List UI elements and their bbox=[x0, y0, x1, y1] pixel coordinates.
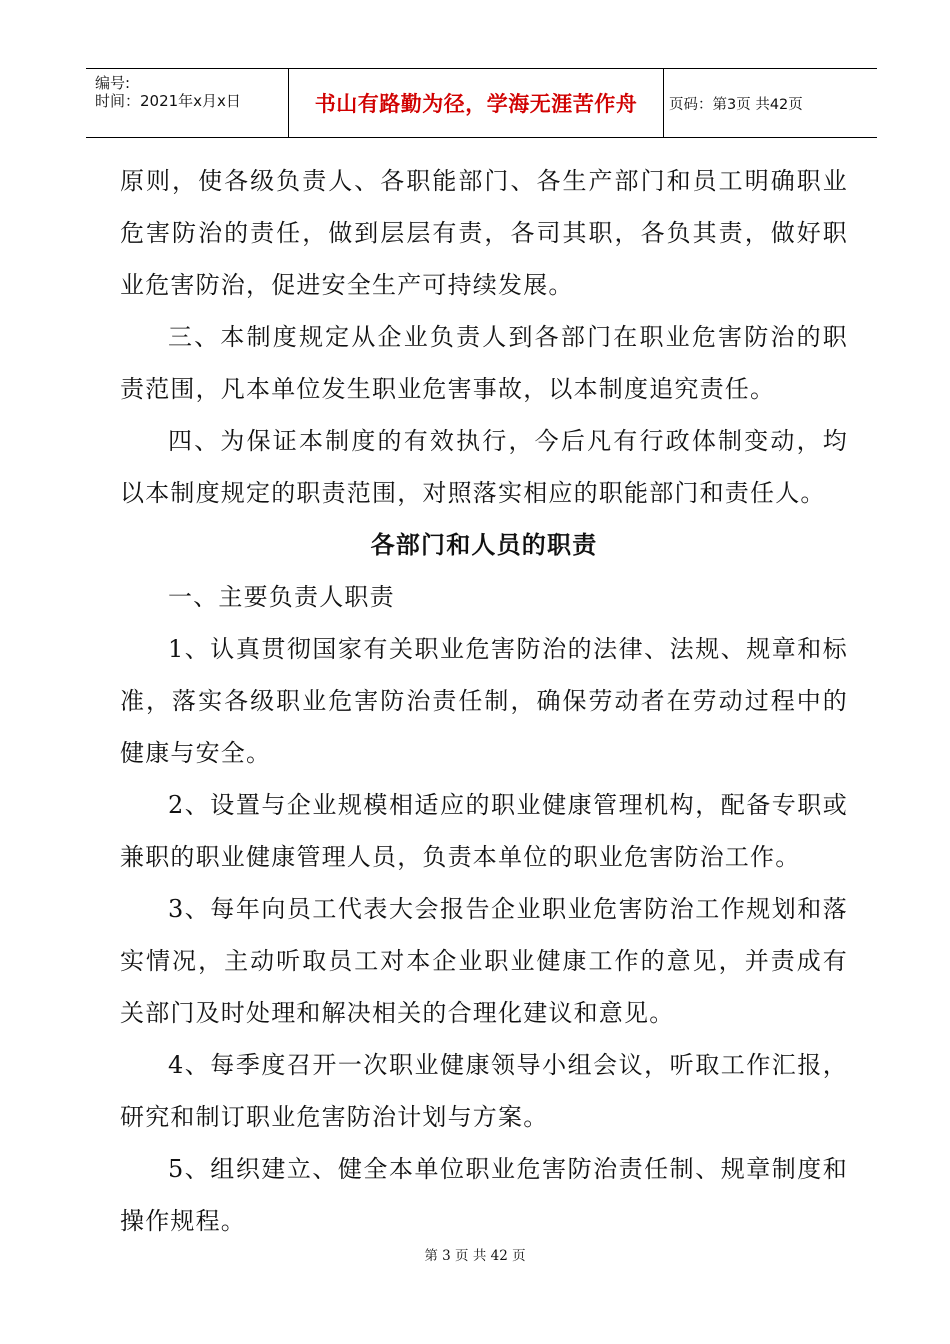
page-info-text: 页码：第3页 共42页 bbox=[669, 96, 803, 113]
number-label: 编号: bbox=[95, 74, 131, 92]
document-body bbox=[120, 155, 848, 1247]
footer-page-number: 第 3 页 共 42 页 bbox=[424, 1248, 526, 1264]
duty-item-1: 1、认真贯彻国家有关职业危害防治的法律、法规、规章和标准，落实各级职业危害防治责任制，确保劳动者在劳动过程中的健康与安全。 bbox=[120, 635, 848, 767]
header-meta bbox=[86, 69, 288, 137]
paragraph-4: 四、为保证本制度的有效执行，今后凡有行政体制变动，均以本制度规定的职责范围，对照落实相应的职能部门和责任人。 bbox=[120, 427, 848, 507]
paragraph-3: 三、本制度规定从企业负责人到各部门在职业危害防治的职责范围，凡本单位发生职业危害事故，以本制度追究责任。 bbox=[120, 323, 848, 403]
motto-text: 书山有路勤为径，学海无涯苦作舟 bbox=[314, 91, 638, 116]
duty-item-2: 2、设置与企业规模相适应的职业健康管理机构，配备专职或兼职的职业健康管理人员，负责本单位的职业危害防治工作。 bbox=[120, 791, 848, 871]
header-motto bbox=[288, 69, 664, 137]
duty-item-4: 4、每季度召开一次职业健康领导小组会议，听取工作汇报，研究和制订职业危害防治计划与方案。 bbox=[120, 1051, 848, 1131]
page-footer bbox=[0, 1244, 950, 1264]
duty-item-5: 5、组织建立、健全本单位职业危害防治责任制、规章制度和操作规程。 bbox=[120, 1155, 848, 1235]
section-heading: 各部门和人员的职责 bbox=[370, 530, 598, 559]
header-page-info bbox=[663, 69, 877, 137]
duty-item-3: 3、每年向员工代表大会报告企业职业危害防治工作规划和落实情况，主动听取员工对本企业职业健康工作的意见，并责成有关部门及时处理和解决相关的合理化建议和意见。 bbox=[120, 895, 848, 1027]
document-header bbox=[86, 68, 877, 138]
subheading-main-responsible: 一、主要负责人职责 bbox=[168, 583, 395, 611]
paragraph-continued: 原则，使各级负责人、各职能部门、各生产部门和员工明确职业危害防治的责任，做到层层有责，各司其职，各负其责，做好职业危害防治，促进安全生产可持续发展。 bbox=[120, 167, 848, 299]
time-label: 时间：2021年x月x日 bbox=[95, 92, 241, 110]
